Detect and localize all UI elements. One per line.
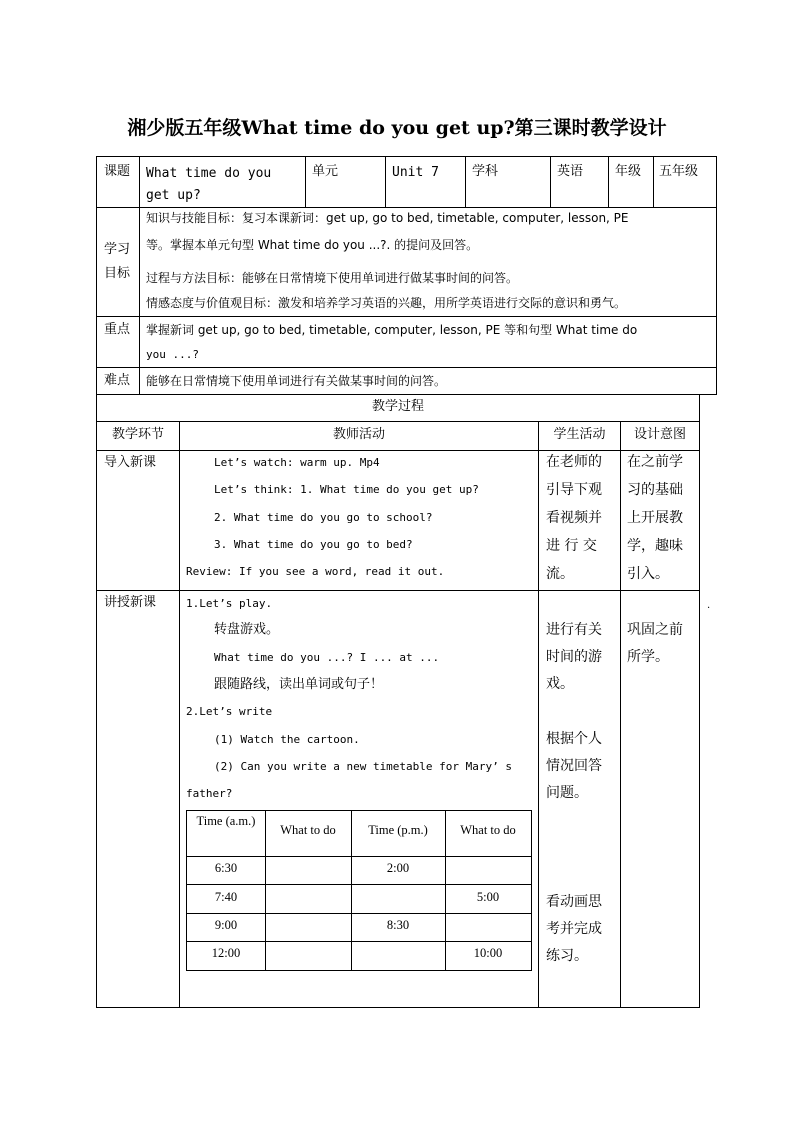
new-teacher-line: (1) Watch the cartoon. [214, 733, 360, 746]
new-student-line: 考并完成 [546, 921, 602, 937]
new-student-line: 看动画思 [546, 894, 602, 910]
intro-teacher-line: 2. What time do you go to school? [214, 511, 433, 524]
timetable-header: What to do [280, 823, 336, 837]
topic-label: 课题 [104, 164, 131, 179]
objectives-line-1: 知识与技能目标：复习本课新词：get up, go to bed, timetable, computer, lesson, PE [146, 211, 629, 225]
table-border [96, 156, 717, 157]
new-teacher-line: What time do you ...? I ... at ... [214, 651, 440, 664]
table-border [179, 421, 180, 1008]
timetable-cell: 10:00 [473, 946, 503, 960]
timetable-cell: 8:30 [386, 918, 410, 932]
timetable-border [186, 856, 532, 857]
new-teacher-line: (2) Can you write a new timetable for Mary’ s [214, 760, 513, 773]
timetable-header: Time (p.m.) [368, 823, 428, 837]
new-student-line: 戏。 [546, 676, 574, 692]
intro-design-line: 学，趣味 [627, 538, 683, 554]
col-teacher-header: 教师活动 [332, 427, 385, 442]
table-border [716, 156, 717, 395]
col-design-header: 设计意图 [633, 427, 686, 442]
page-title: 湘少版五年级What time do you get up?第三课时教学设计 [127, 117, 667, 139]
table-border [550, 156, 551, 208]
table-border [305, 156, 306, 208]
process-heading: 教学过程 [371, 399, 424, 414]
new-design-line: 所学。 [627, 649, 669, 665]
new-student-line: 练习。 [546, 948, 588, 964]
table-border [608, 156, 609, 208]
key-points-line-1: 掌握新词 get up, go to bed, timetable, computer, lesson, PE 等和句型 What time do [146, 323, 638, 337]
intro-student-line: 流。 [546, 566, 574, 582]
timetable-border [186, 884, 532, 885]
col-student-header: 学生活动 [553, 427, 606, 442]
new-teacher-line: 跟随路线，读出单词或句子！ [214, 677, 384, 692]
intro-teacher-line: Review: If you see a word, read it out. [186, 565, 445, 578]
timetable-border [186, 970, 532, 971]
intro-teacher-line: Let’s think: 1. What time do you get up? [214, 483, 479, 496]
table-border [96, 156, 97, 1008]
new-stage: 讲授新课 [104, 595, 157, 610]
new-student-line: 时间的游 [546, 649, 602, 665]
table-border [96, 1007, 700, 1008]
intro-stage: 导入新课 [104, 455, 157, 470]
key-points-label: 重点 [104, 322, 131, 337]
grade-label: 年级 [615, 164, 642, 179]
unit-label: 单元 [312, 164, 339, 179]
timetable-cell: 7:40 [214, 890, 238, 904]
new-teacher-line: father? [186, 787, 233, 800]
new-teacher-line: 2.Let’s write [186, 705, 273, 718]
table-border [96, 316, 717, 317]
table-border [96, 367, 717, 368]
table-border [139, 156, 140, 395]
intro-design-line: 引入。 [627, 566, 669, 582]
objectives-line-2: 等。掌握本单元句型 What time do you ...?. 的提问及回答。 [146, 238, 479, 252]
timetable-header: Time (a.m.) [196, 814, 256, 828]
new-student-line: 情况回答 [546, 758, 602, 774]
timetable-cell: 12:00 [211, 946, 241, 960]
table-border [96, 590, 700, 591]
intro-design-line: 上开展教 [627, 510, 683, 526]
table-border [538, 421, 539, 1008]
table-border [465, 156, 466, 208]
intro-student-line: 进 行 交 [546, 538, 597, 554]
new-student-line: 进行有关 [546, 622, 602, 638]
objectives-line-3: 过程与方法目标：能够在日常情境下使用单词进行做某事时间的问答。 [146, 271, 519, 285]
intro-design-line: 习的基础 [627, 482, 683, 498]
intro-student-line: 看视频并 [546, 510, 602, 526]
timetable-border [186, 941, 532, 942]
key-points-line-2: you ...? [146, 348, 199, 361]
table-border [96, 450, 700, 451]
objectives-label: 学习目标 [104, 242, 131, 281]
table-border [385, 156, 386, 208]
col-stage-header: 教学环节 [111, 427, 164, 442]
new-teacher-line: 1.Let’s play. [186, 597, 273, 610]
topic-value: What time do you get up? [146, 166, 272, 203]
timetable-cell: 5:00 [476, 890, 500, 904]
grade-value: 五年级 [659, 164, 699, 179]
timetable-cell: 6:30 [214, 861, 238, 875]
table-border [653, 156, 654, 208]
subject-value: 英语 [557, 164, 584, 179]
objectives-line-4: 情感态度与价值观目标：激发和培养学习英语的兴趣，用所学英语进行交际的意识和勇气。 [146, 296, 627, 310]
difficulties-label: 难点 [104, 373, 131, 388]
table-border [699, 394, 700, 1008]
difficulties-text: 能够在日常情境下使用单词进行有关做某事时间的问答。 [146, 374, 447, 388]
intro-student-line: 在老师的 [546, 454, 602, 470]
timetable-cell: 2:00 [386, 861, 410, 875]
timetable-border [531, 810, 532, 971]
timetable-border [186, 913, 532, 914]
timetable-header: What to do [460, 823, 516, 837]
new-student-line: 根据个人 [546, 731, 602, 747]
new-design-line: 巩固之前 [627, 622, 683, 638]
new-teacher-line: 转盘游戏。 [214, 622, 280, 637]
new-student-line: 问题。 [546, 785, 588, 801]
table-border [620, 421, 621, 1008]
unit-value: Unit 7 [392, 165, 439, 180]
table-border [96, 394, 717, 395]
stray-mark: . [707, 600, 711, 611]
intro-teacher-line: Let’s watch: warm up. Mp4 [214, 456, 380, 469]
intro-design-line: 在之前学 [627, 454, 683, 470]
subject-label: 学科 [472, 164, 499, 179]
intro-student-line: 引导下观 [546, 482, 602, 498]
intro-teacher-line: 3. What time do you go to bed? [214, 538, 413, 551]
timetable-cell: 9:00 [214, 918, 238, 932]
table-border [96, 421, 700, 422]
